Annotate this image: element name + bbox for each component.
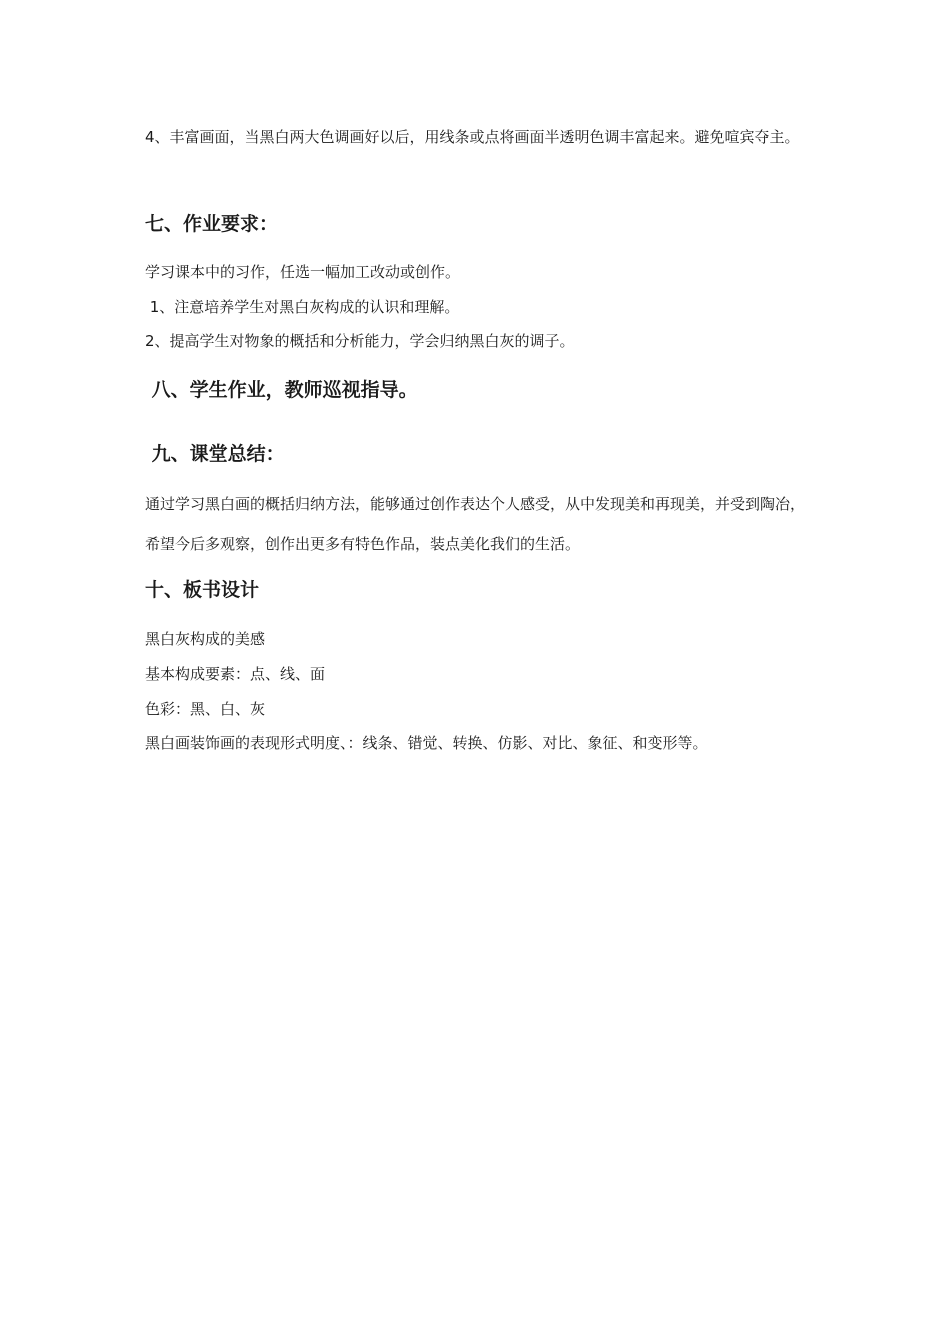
section9-body: 通过学习黑白画的概括归纳方法，能够通过创作表达个人感受，从中发现美和再现美，并受到陶冶，希望今后多观察，创作出更多有特色作品，装点美化我们的生活。 <box>145 495 806 553</box>
section7-item2-block <box>145 331 815 351</box>
step4-text: 4、丰富画面，当黑白两大色调画好以后，用线条或点将画面半透明色调丰富起来。避免喧宾夺主。 <box>145 128 800 146</box>
board-line-2: 基本构成要素：点、线、面 <box>145 665 326 683</box>
board-line-3: 色彩：黑、白、灰 <box>145 700 266 718</box>
board-line-2-block <box>145 664 815 684</box>
section7-intro: 学习课本中的习作，任选一幅加工改动或创作。 <box>145 263 461 281</box>
board-line-1-block <box>145 629 815 649</box>
board-line-4-block <box>145 733 815 753</box>
section7-item1-block <box>145 297 815 317</box>
section7-heading-block <box>145 211 815 237</box>
section9-heading: 九、课堂总结： <box>145 443 285 465</box>
section7-item2: 2、提高学生对物象的概括和分析能力，学会归纳黑白灰的调子。 <box>145 332 575 350</box>
section9-body-block <box>145 484 815 564</box>
board-line-1: 黑白灰构成的美感 <box>145 630 266 648</box>
section9-heading-block <box>145 441 815 467</box>
section8-heading-block <box>145 377 815 403</box>
step4-paragraph <box>145 117 815 157</box>
board-line-3-block <box>145 699 815 719</box>
section8-heading: 八、学生作业，教师巡视指导。 <box>145 379 418 401</box>
section10-heading-block <box>145 577 815 603</box>
board-line-4: 黑白画装饰画的表现形式明度、：线条、错觉、转换、仿影、对比、象征、和变形等。 <box>145 734 708 752</box>
section7-heading: 七、作业要求： <box>145 213 279 235</box>
section10-heading: 十、板书设计 <box>145 579 260 601</box>
section7-item1: 1、注意培养学生对黑白灰构成的认识和理解。 <box>145 298 460 316</box>
section7-intro-block <box>145 262 815 282</box>
